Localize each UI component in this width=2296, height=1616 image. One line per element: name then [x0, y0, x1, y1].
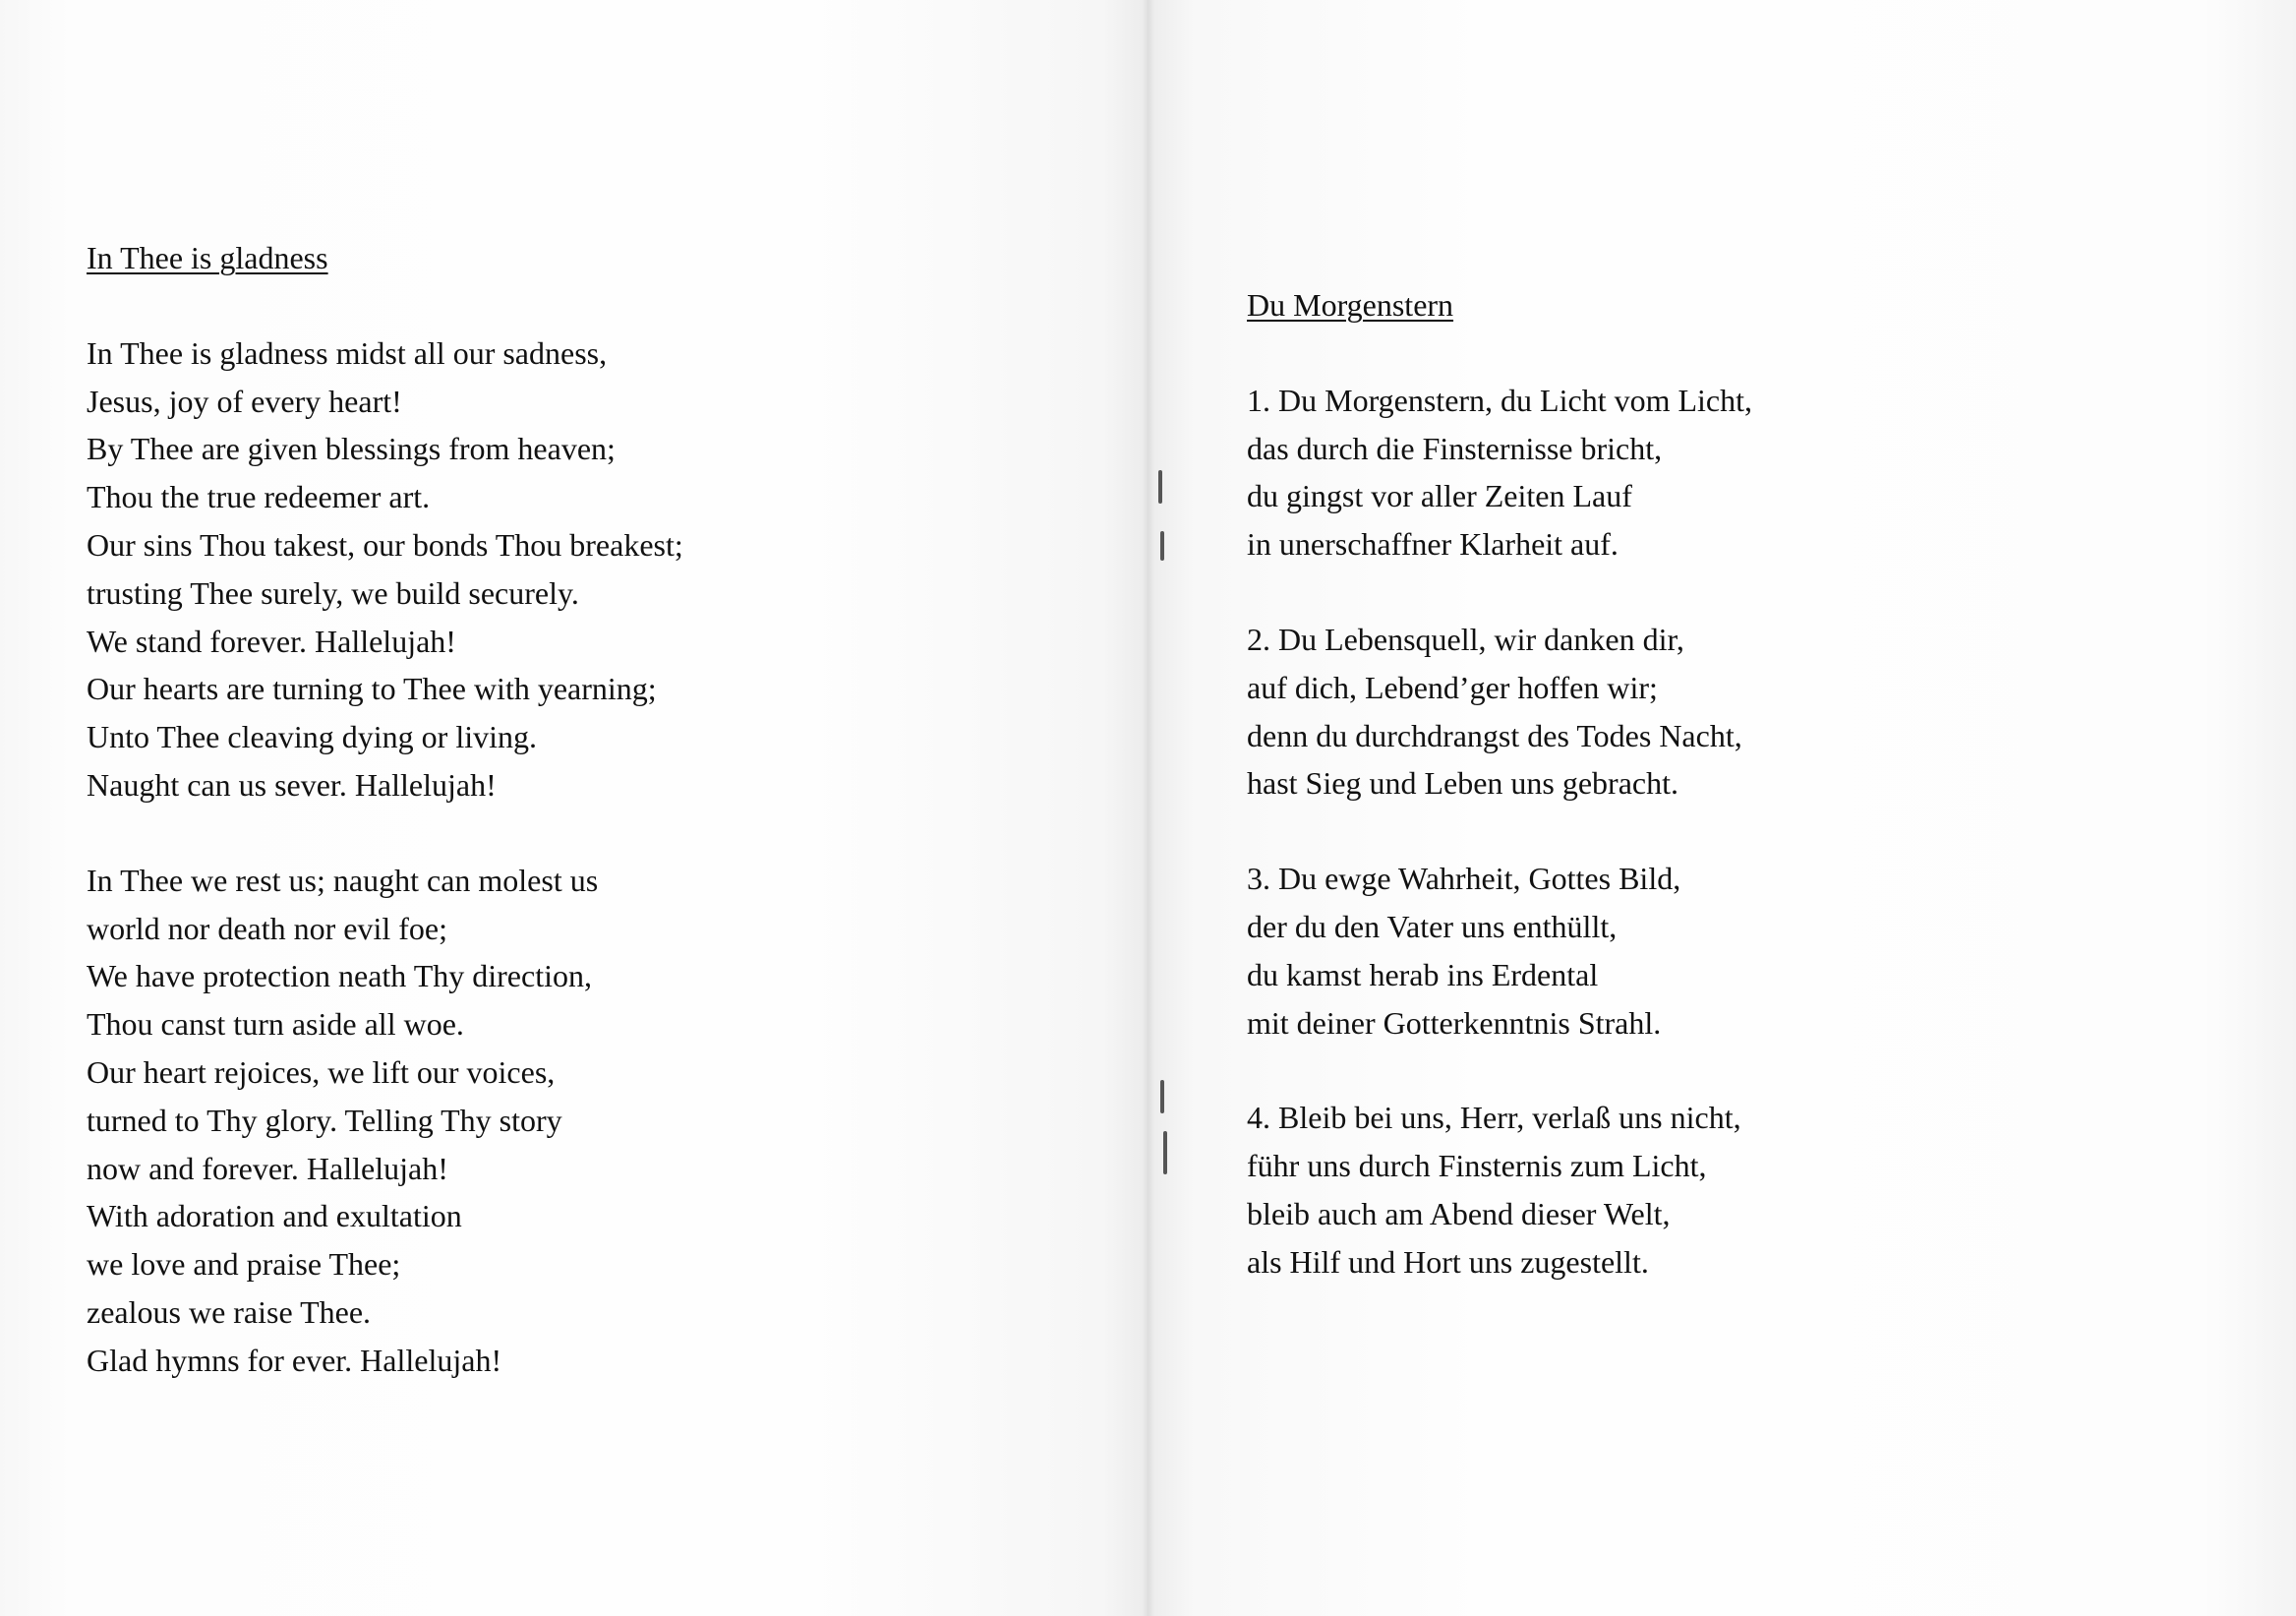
verse-line: hast Sieg und Leben uns gebracht.: [1247, 765, 1678, 802]
verse-line: Jesus, joy of every heart!: [87, 383, 402, 419]
verse-line: führ uns durch Finsternis zum Licht,: [1247, 1148, 1707, 1184]
verse-line: By Thee are given blessings from heaven;: [87, 431, 616, 467]
verse-line: we love and praise Thee;: [87, 1246, 401, 1283]
verse-line: In Thee is gladness midst all our sadness,: [87, 334, 608, 371]
staple-mark: [1160, 531, 1164, 561]
right-hymn-title: Du Morgenstern: [1247, 287, 1454, 323]
verse-line: Our sins Thou takest, our bonds Thou breakest;: [87, 526, 683, 563]
verse-line: bleib auch am Abend dieser Welt,: [1247, 1195, 1671, 1231]
verse-line: du gingst vor aller Zeiten Lauf: [1247, 478, 1632, 514]
verse-line: trusting Thee surely, we build securely.: [87, 574, 579, 611]
right-stanza-2: [1247, 616, 1752, 808]
right-stanza-4: [1247, 1094, 1752, 1286]
verse-line: der du den Vater uns enthüllt,: [1247, 908, 1618, 944]
verse-line: auf dich, Lebend’ger hoffen wir;: [1247, 669, 1658, 705]
left-hymn: [87, 234, 683, 1385]
staple-mark: [1160, 1080, 1164, 1113]
verse-line: turned to Thy glory. Telling Thy story: [87, 1102, 562, 1138]
verse-line: denn du durchdrangst des Todes Nacht,: [1247, 717, 1742, 753]
verse-line: 1. Du Morgenstern, du Licht vom Licht,: [1247, 382, 1752, 418]
left-stanza-1: [87, 329, 683, 809]
verse-line: world nor death nor evil foe;: [87, 910, 447, 946]
verse-line: now and forever. Hallelujah!: [87, 1150, 448, 1186]
verse-line: zealous we raise Thee.: [87, 1293, 372, 1330]
verse-line: With adoration and exultation: [87, 1198, 462, 1234]
staple-mark: [1158, 470, 1162, 504]
verse-line: In Thee we rest us; naught can molest us: [87, 862, 599, 898]
verse-line: Glad hymns for ever. Hallelujah!: [87, 1342, 502, 1378]
verse-line: als Hilf und Hort uns zugestellt.: [1247, 1243, 1649, 1280]
verse-line: das durch die Finsternisse bricht,: [1247, 430, 1663, 466]
verse-line: du kamst herab ins Erdental: [1247, 956, 1599, 992]
verse-line: mit deiner Gotterkenntnis Strahl.: [1247, 1004, 1662, 1041]
right-hymn: [1247, 281, 1752, 1287]
verse-line: We stand forever. Hallelujah!: [87, 623, 456, 659]
verse-line: Naught can us sever. Hallelujah!: [87, 766, 497, 803]
left-stanza-2: [87, 857, 683, 1385]
verse-line: Our hearts are turning to Thee with yearning;: [87, 671, 657, 707]
left-hymn-title: In Thee is gladness: [87, 240, 328, 275]
verse-line: 3. Du ewge Wahrheit, Gottes Bild,: [1247, 861, 1681, 897]
verse-line: Thou the true redeemer art.: [87, 479, 431, 515]
booklet-spine: [1143, 0, 1154, 1616]
verse-line: 2. Du Lebensquell, wir danken dir,: [1247, 621, 1684, 657]
right-stanza-1: [1247, 377, 1752, 569]
verse-line: We have protection neath Thy direction,: [87, 958, 592, 994]
verse-line: Our heart rejoices, we lift our voices,: [87, 1053, 556, 1090]
staple-mark: [1163, 1131, 1167, 1174]
verse-line: in unerschaffner Klarheit auf.: [1247, 526, 1619, 563]
verse-line: Thou canst turn aside all woe.: [87, 1006, 464, 1043]
verse-line: 4. Bleib bei uns, Herr, verlaß uns nicht,: [1247, 1100, 1741, 1136]
verse-line: Unto Thee cleaving dying or living.: [87, 719, 537, 755]
right-stanza-3: [1247, 855, 1752, 1047]
